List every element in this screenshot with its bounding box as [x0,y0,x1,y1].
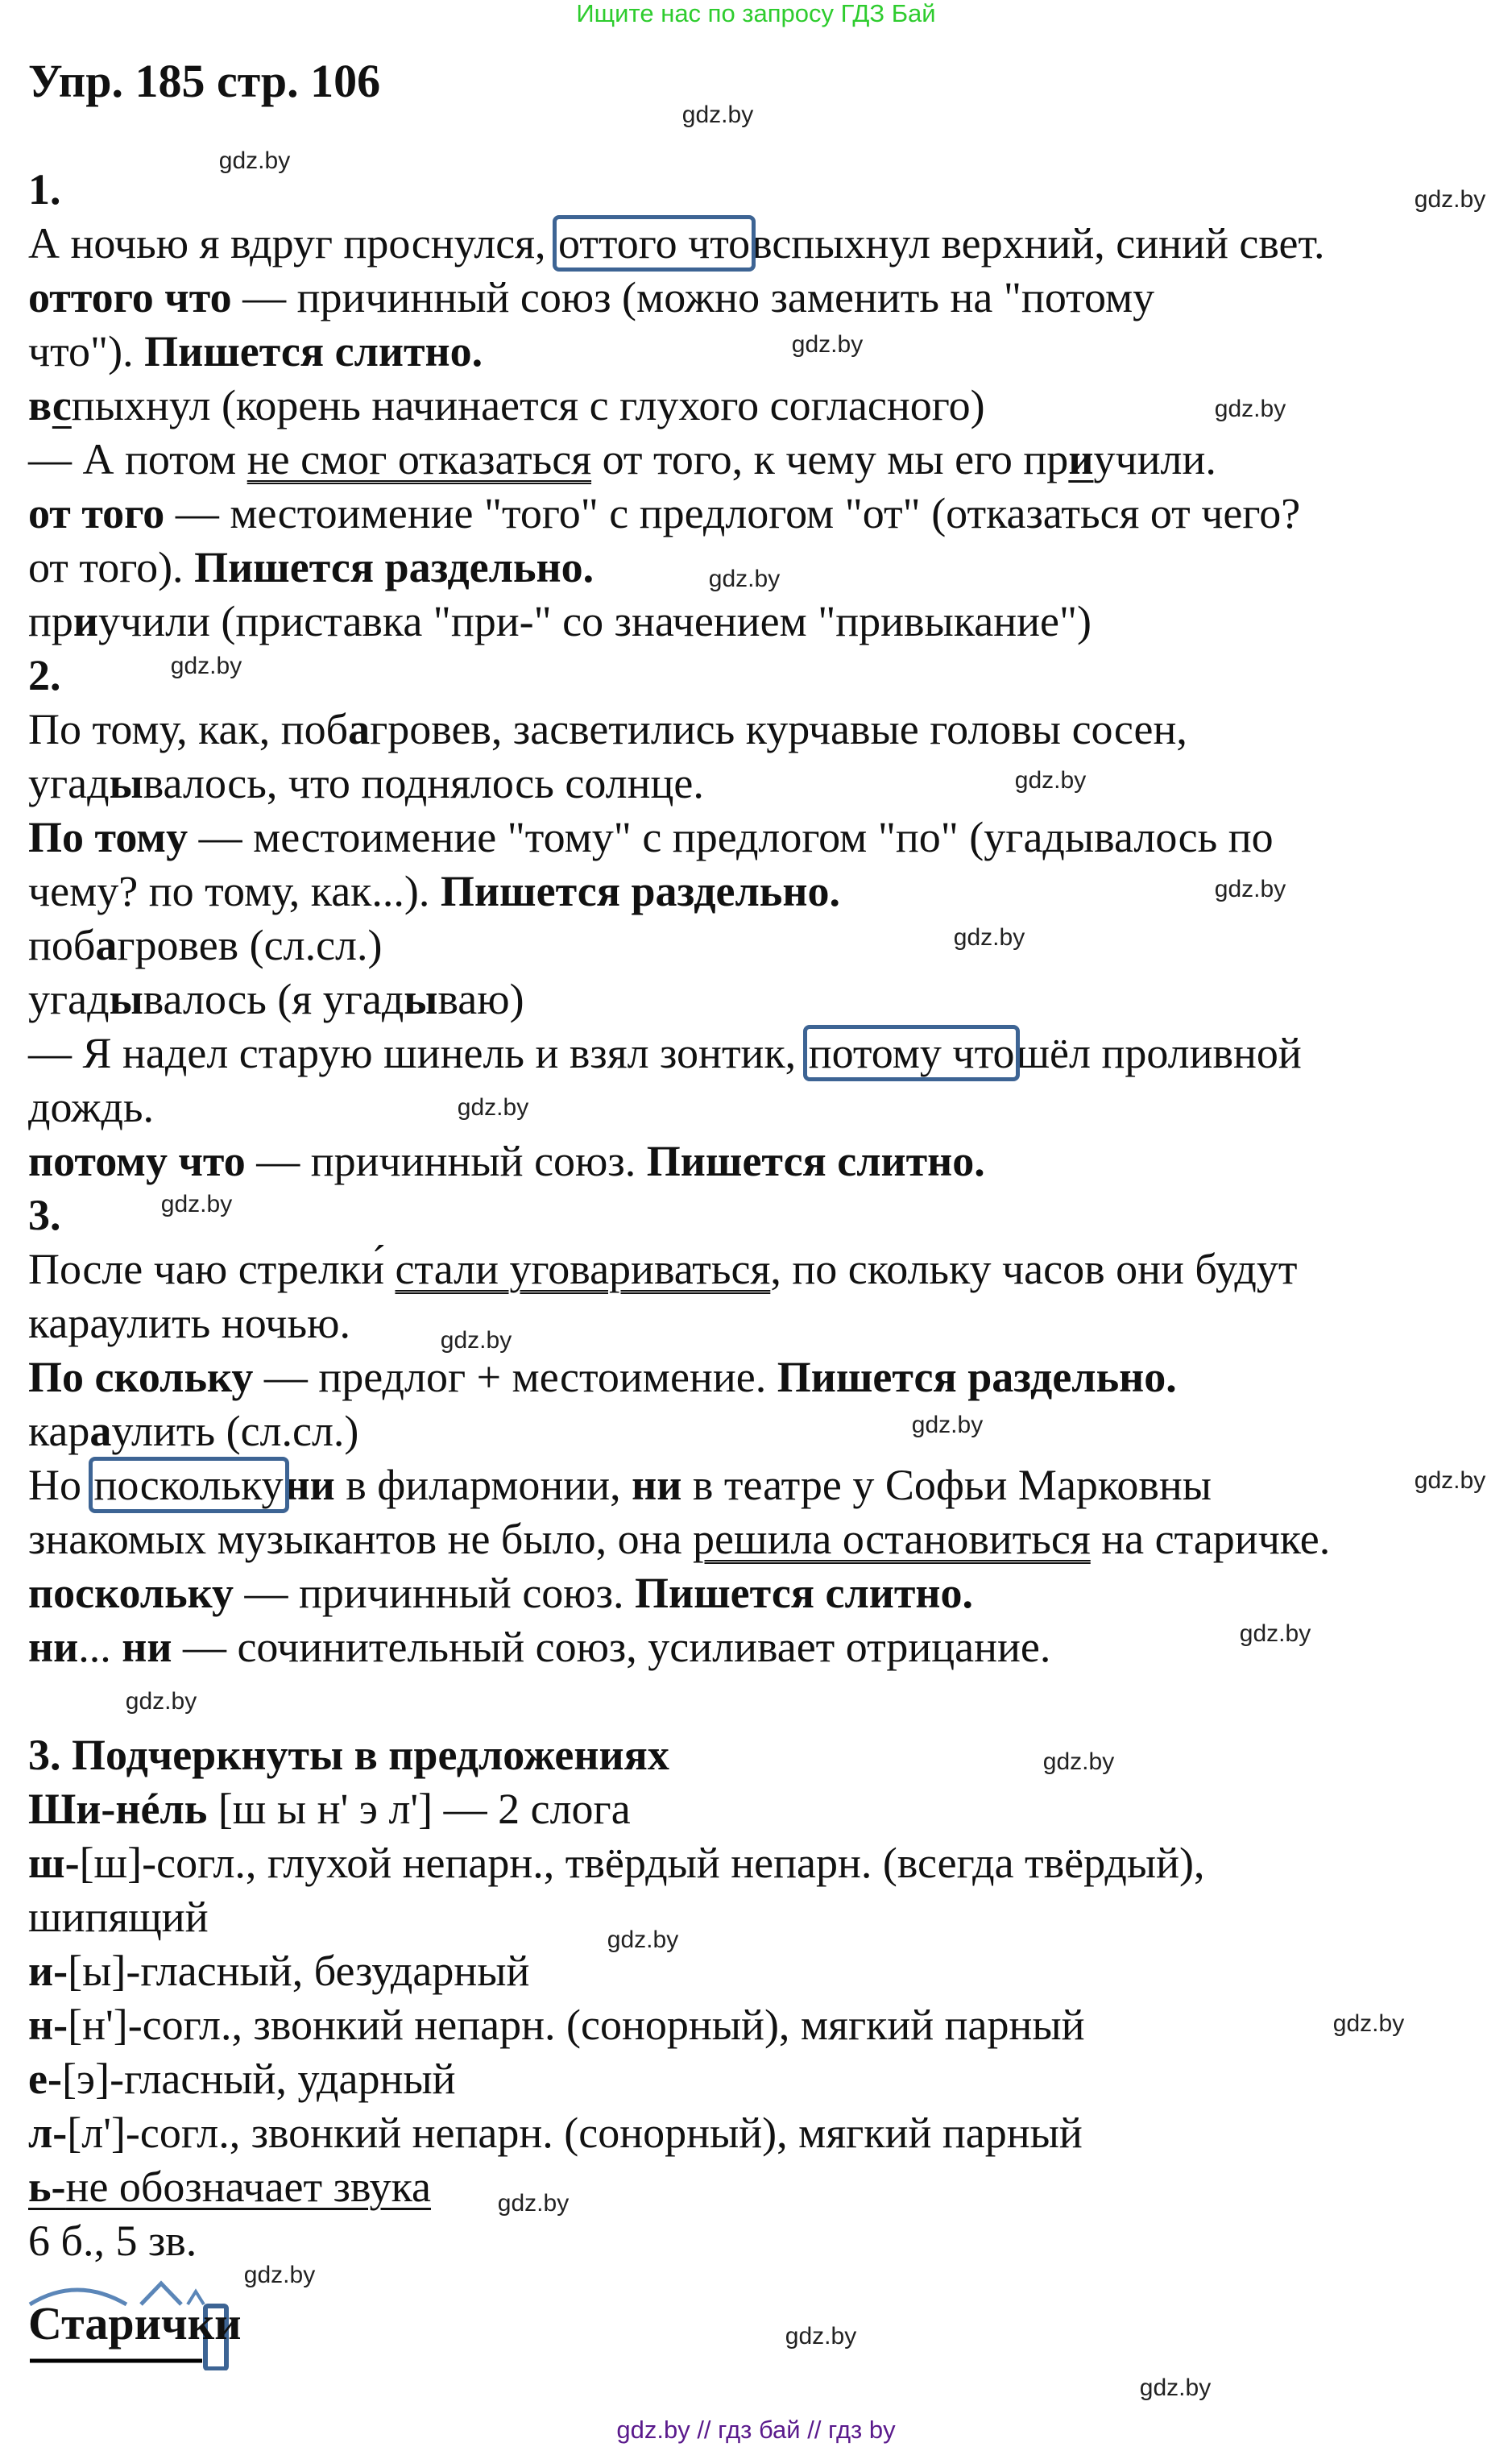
bold-text: Пишется слитно. [646,1137,985,1185]
text-segment: кар [28,1407,90,1455]
text-line [28,1458,1510,1512]
bold-text: ш- [28,1839,80,1887]
watermark: gdz.by [243,2262,316,2288]
text-line [28,1296,1510,1350]
bold-text: поскольку [28,1569,234,1617]
text-line [28,1242,1510,1296]
text-line [28,1350,1510,1404]
text-line [28,703,1510,757]
text-line [28,1944,1510,1998]
text-line [28,1188,1510,1242]
text-line [28,2106,1510,2160]
text-segment: — причинный союз. [233,1569,635,1617]
predicate-text: не смог отказаться [246,435,592,483]
watermark: gdz.by [497,2190,570,2217]
text-segment: — сочинительный союз, усиливает отрицание. [172,1623,1051,1671]
bold-text: Пишется слитно. [144,327,483,375]
text-segment: — предлог + местоимение. [253,1353,777,1401]
exercise-body [28,163,1510,2268]
boxed-conjunction: оттого что [558,219,751,268]
text-line [28,1566,1510,1620]
text-segment: дождь. [28,1083,155,1131]
text-line [28,379,1510,433]
watermark: gdz.by [1014,767,1087,794]
text-segment: учили (приставка "при-" со значением "привыкание") [98,597,1092,645]
predicate-text: стали уговариваться [395,1245,771,1293]
bold-text: оттого что [28,273,232,321]
bold-text: ы [109,975,143,1023]
text-segment: не обозначает звука [65,2163,431,2211]
text-line [28,1512,1510,1566]
watermark: gdz.by [1414,186,1486,213]
text-line [28,757,1510,811]
text-segment: [л']-согл., звонкий непарн. (сонорный), мягкий парный [67,2109,1083,2157]
bold-text: и [1068,435,1094,483]
watermark: gdz.by [1214,396,1286,422]
text-segment: валось (я угад [143,975,404,1023]
watermark: gdz.by [785,2323,857,2350]
text-line [28,1026,1510,1080]
text-segment: А ночью я вдруг проснулся, [28,219,557,268]
text-line [28,919,1510,973]
text-line [28,487,1510,541]
watermark: gdz.by [160,1191,233,1217]
bold-text: ни [632,1461,682,1509]
watermark: gdz.by [607,1926,679,1953]
text-segment: валось, что поднялось солнце. [143,759,704,807]
text-line [28,1782,1510,1836]
text-line [28,217,1510,271]
bold-text: е- [28,2055,62,2103]
boxed-conjunction: потому что [808,1029,1015,1077]
text-segment: 6 б., 5 зв. [28,2217,197,2265]
watermark: gdz.by [1214,876,1286,902]
promo-header: Ищите нас по запросу ГДЗ Бай [576,0,936,27]
text-segment: — Я надел старую шинель и взял зонтик, [28,1029,807,1077]
footer-links[interactable]: gdz.by // гдз бай // гдз by [616,2416,896,2444]
text-segment: учили. [1093,435,1216,483]
text-segment: вспыхнул верхний, синий свет. [752,219,1325,268]
watermark: gdz.by [681,102,754,128]
text-segment: — причинный союз (можно заменить на "потому [231,273,1155,321]
text-segment: — местоимение "того" с предлогом "от" (отказаться от чего? [164,489,1301,537]
bold-text: Пишется раздельно. [194,543,594,591]
watermark: gdz.by [170,653,242,679]
bold-text: ни [28,1623,79,1671]
watermark: gdz.by [457,1094,529,1121]
text-segment: знакомых музыкантов не было, она [28,1515,694,1563]
bold-text: а [348,705,371,753]
bold-text: ы [109,759,143,807]
text-segment: что"). [28,327,145,375]
bold-text: По тому [28,813,188,861]
text-segment: [ш ы н' э л'] — 2 слога [207,1785,631,1833]
text-segment: [ш]-согл., глухой непарн., твёрдый непарн. (всегда твёрдый), [79,1839,1205,1887]
text-line [28,1728,1510,1782]
bold-text: Пишется раздельно. [777,1353,1177,1401]
text-segment: поб [28,921,96,969]
text-line [28,1134,1510,1188]
text-segment: — причинный союз. [245,1137,647,1185]
word-base: Старичк [28,2297,215,2350]
text-segment: пр [28,597,73,645]
bold-text: а [95,921,118,969]
text-segment: [н']-согл., звонкий непарн. (сонорный), мягкий парный [68,2001,1085,2049]
text-line [28,2052,1510,2106]
text-line [28,325,1510,379]
text-segment: По тому, как, поб [28,705,349,753]
text-segment: в театре у Софьи Марковны [681,1461,1212,1509]
text-line [28,811,1510,865]
watermark: gdz.by [1332,2010,1405,2037]
bold-text: Ши-нéль [28,1785,208,1833]
text-segment: в филармонии, [334,1461,632,1509]
bold-text: 3. [28,1191,61,1239]
text-segment: Но [28,1461,93,1509]
text-segment: , по скольку часов они будут [770,1245,1298,1293]
text-segment: ваю) [437,975,524,1023]
text-segment: чему? по тому, как...). [28,867,441,915]
bold-text: а [89,1407,112,1455]
bold-text: с [52,381,72,429]
bold-text: 3. Подчеркнуты в предложениях [28,1731,669,1779]
text-segment: [ы]-гласный, безударный [68,1947,530,1995]
bold-text: от того [28,489,165,537]
text-segment: — местоимение "тому" с предлогом "по" (угадывалось по [188,813,1274,861]
bold-text: ни [122,1623,172,1671]
text-segment: [э]-гласный, ударный [61,2055,456,2103]
text-segment: шёл проливной [1016,1029,1302,1077]
text-segment: от того, к чему мы его пр [591,435,1069,483]
text-line [28,1080,1510,1134]
text-segment: пыхнул (корень начинается с глухого согласного) [71,381,985,429]
watermark: gdz.by [440,1327,512,1354]
bold-text: ни [284,1461,335,1509]
bold-text: в [28,381,52,429]
text-line [28,595,1510,649]
text-segment: от того). [28,543,195,591]
text-segment: После чаю стрелки́ [28,1245,396,1293]
text-line [28,433,1510,487]
watermark: gdz.by [218,147,291,174]
watermark: gdz.by [1239,1620,1311,1647]
boxed-conjunction: поскольку [93,1461,284,1509]
text-line [28,1404,1510,1458]
text-line [28,973,1510,1026]
text-segment: ... [78,1623,122,1671]
text-line [28,271,1510,325]
watermark: gdz.by [1042,1748,1115,1775]
watermark: gdz.by [1139,2374,1212,2401]
text-line [28,1836,1510,1890]
bold-text: По скольку [28,1353,254,1401]
text-segment: на старичке. [1090,1515,1331,1563]
predicate-text: решила остановиться [693,1515,1091,1563]
text-segment: угад [28,759,110,807]
watermark: gdz.by [708,566,781,592]
bold-text: ы [404,975,438,1023]
word-ending: и [214,2297,242,2350]
text-segment: шипящий [28,1893,209,1941]
bold-text: и [72,597,99,645]
text-segment: улить (сл.сл.) [111,1407,359,1455]
page-title: Упр. 185 стр. 106 [28,55,381,107]
bold-text: и- [28,1947,68,1995]
text-line [28,649,1510,703]
text-line [28,2214,1510,2268]
text-segment: гровев (сл.сл.) [117,921,383,969]
bold-text: потому что [28,1137,246,1185]
morpheme-word [28,2296,242,2350]
text-segment: караулить ночью. [28,1299,350,1347]
bold-text: ь- [28,2163,66,2211]
watermark: gdz.by [125,1688,197,1715]
text-segment: гровев, засветились курчавые головы сосен, [370,705,1187,753]
watermark: gdz.by [953,924,1025,951]
bold-text: Пишется слитно. [634,1569,974,1617]
text-line [28,2160,1510,2214]
bold-text: н- [28,2001,68,2049]
bold-text: 2. [28,651,61,699]
text-line [28,1674,1510,1728]
watermark: gdz.by [1414,1467,1486,1494]
bold-text: л- [28,2109,68,2157]
watermark: gdz.by [911,1412,984,1438]
text-line [28,865,1510,919]
text-line [28,1890,1510,1944]
text-segment: угад [28,975,110,1023]
watermark: gdz.by [791,331,864,358]
text-line [28,1998,1510,2052]
text-segment: — А потом [28,435,247,483]
bold-text: Пишется раздельно. [440,867,840,915]
bold-text: 1. [28,165,61,214]
